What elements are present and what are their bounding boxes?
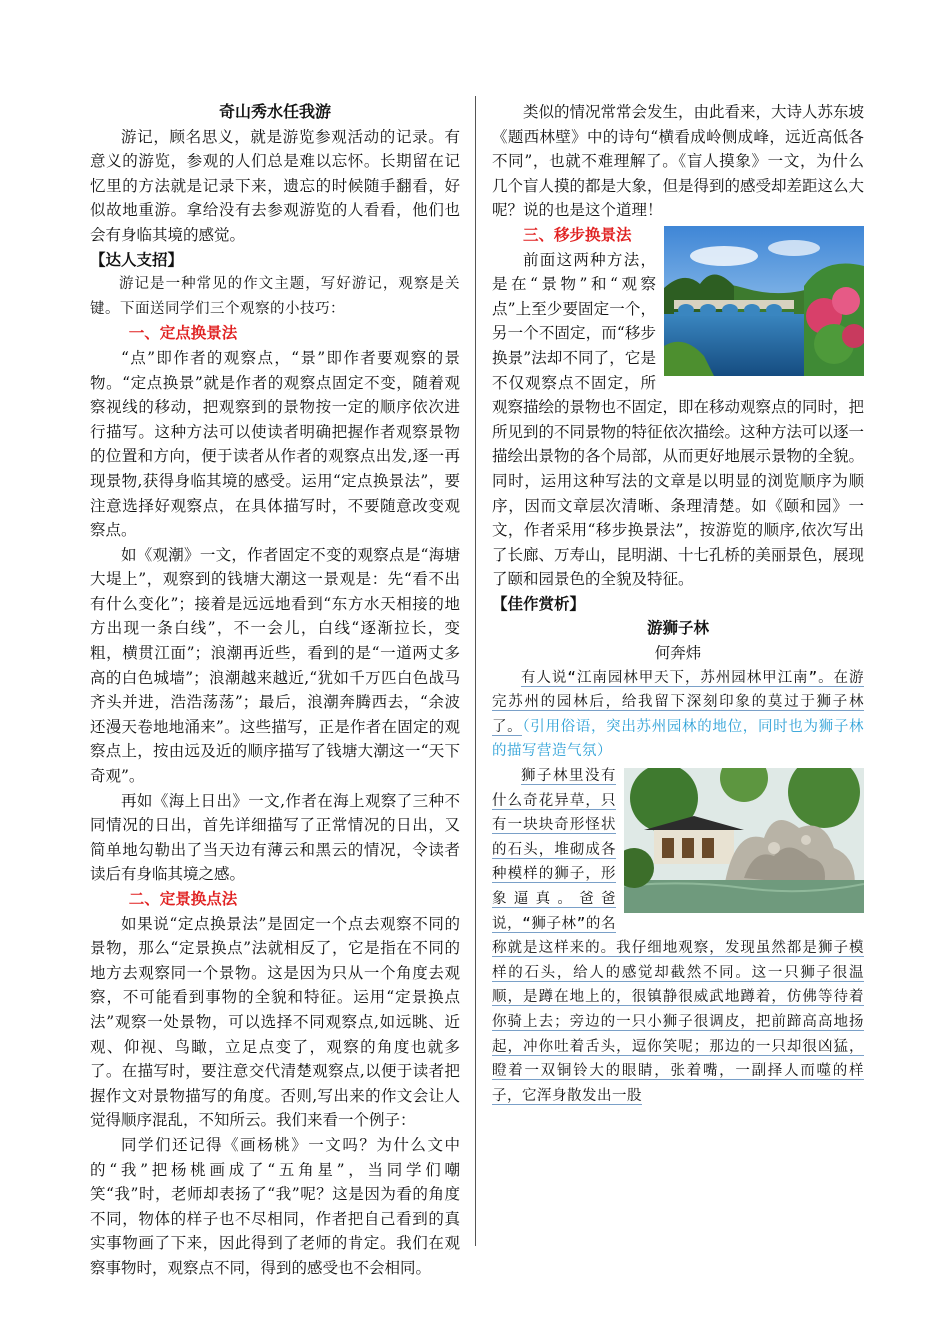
essay-author: 何奔炜 (654, 644, 702, 663)
method-2-title: 二、定景换点法 (128, 890, 238, 908)
essay-paragraph-1-wrap (492, 666, 864, 764)
section-header-essay: 【佳作赏析】 (492, 594, 586, 613)
method-1-title: 一、定点换景法 (128, 324, 238, 343)
garden-photo (624, 768, 864, 913)
method-1-paragraph-3: 再如《海上日出》一文,作者在海上观察了三种不同情况的日出，首先详细描写了正常情况的日出，又简单地勾勒出了当天边有薄云和黑云的情况，令读者读后有身临其境之感。 (90, 791, 460, 884)
method-2-paragraph-3: 类似的情况常常会发生，由此看来，大诗人苏东坡《题西林壁》中的诗句“横看成岭侧成峰，远近高低各不同”，也就不难理解了。《盲人摸象》一文，为什么几个盲人摸的都是大象，但是得到的感受却差距这么大呢？说的也是这个道理！ (492, 103, 865, 220)
essay-title: 游狮子林 (646, 619, 709, 638)
tips-lead: 游记是一种常见的作文主题，写好游记，观察是关键。下面送同学们三个观察的小技巧： (90, 276, 460, 317)
method-1-paragraph-1: “点”即作者的观察点，“景”即作者要观察的景物。“定点换景”就是作者的观察点固定不变，随着观察视线的移动，把观察到的景物按一定的顺序依次进行描写。这种方法可以使读者明确把握作者观察景物的位置和方向，便于读者从作者的观察点出发,逐一再现景物,获得身临其境的感受。运用“定点换景法”，要注意选择好观察点，在具体描写时，不要随意改变观察点。 (90, 348, 460, 540)
essay-paragraph-2-text: 狮子林里没有什么奇花异草，只有一块块奇形怪状的石头，堆砌成各种模样的狮子，形象逼真。爸爸说，“狮子林”的名称就是这样来的。我仔细地观察，发现虽然都是狮子模样的石头，给人的感觉却截然不同。这一只狮子很温顺，是蹲在地上的，很镇静很威武地蹲着，仿佛等待着你骑上去；旁边的一只小狮子很调皮，把前蹄高高地扬起，冲你吐着舌头，逗你笑呢；那边的一只却很凶猛，瞪着一双铜铃大的眼睛，张着嘴，一副择人而噬的样子，它浑身散发出一股 (492, 768, 864, 1104)
method-2-paragraph-2: 同学们还记得《画杨桃》一文吗？为什么文中的“我”把杨桃画成了“五角星”，当同学们嘲笑“我”时，老师却表扬了“我”呢？这是因为看的角度不同，物体的样子也不尽相同，作者把自己看到的真实事物画了下来，因此得到了老师的肯定。我们在观察事物时，观察点不同，得到的感受也不会相同。 (90, 1135, 460, 1277)
essay-paragraph-1: 有人说“江南园林甲天下，苏州园林甲江南”。在游完苏州的园林后，给我留下深刻印象的莫过于狮子林了。 (492, 669, 864, 735)
method-2-paragraph-1: 如果说“定点换景法”是固定一个点去观察不同的景物，那么“定景换点”法就相反了，它是指在不同的地方去观察同一个景物。这是因为只从一个角度去观察，不可能看到事物的全貌和特征。运用“定景换点法”观察一处景物，可以选择不同观察点,如远眺、近观、仰视、鸟瞰，立足点变了，观察的角度也就多了。在描写时，要注意交代清楚观察点,以便于读者把握作文对景物描写的角度。否则,写出来的作文会让人觉得顺序混乱，不知所云。我们来看一个例子： (90, 914, 460, 1130)
method-1-paragraph-2: 如《观潮》一文，作者固定不变的观察点是“海塘大堤上”，观察到的钱塘大潮这一景观是：先“看不出有什么变化”；接着是远远地看到“东方水天相接的地方出现一条白线”，不一会儿，白线“逐渐拉长，变粗，横贯江面”；浪潮再近些，看到的是“一道两丈多高的白色城墙”；浪潮越来越近,“犹如千万匹白色战马齐头并进，浩浩荡荡”；最后，浪潮奔腾西去，“余波还漫天卷地地涌来”。这些描写，正是作者在固定的观察点上，按由远及近的顺序描写了钱塘大潮这一“天下奇观”。 (90, 545, 460, 786)
article-title: 奇山秀水任我游 (218, 102, 331, 121)
method-3-title: 三、移步换景法 (523, 225, 632, 244)
essay-comment: （引用俗语，突出苏州园林的地位，同时也为狮子林的描写营造气氛） (492, 718, 865, 760)
intro-paragraph: 游记，顾名思义，就是游览参观活动的记录。有意义的游览，参观的人们总是难以忘怀。长期留在记忆里的方法就是记录下来，遗忘的时候随手翻看，好似故地重游。拿给没有去参观游览的人看看，他们也会有身临其境的感觉。 (90, 127, 460, 244)
method-3-paragraph: 前面这两种方法，是在“景物”和“观察点”上至少要固定一个，另一个不固定，而“移步换景”法却不同了，它是不仅观察点不固定，所观察描绘的景物也不固定，即在移动观察点的同时，把所见到的不同景物的特征依次描绘。这种方法可以逐一描绘出景物的各个局部，从而更好地展示景物的全貌。同时，运用这种写法的文章是以明显的浏览顺序为顺序，因而文章层次清晰、条理清楚。如《颐和园》一文，作者采用“移步换景法”，按游览的顺序,依次写出了长廊、万寿山，昆明湖、十七孔桥的美丽景色，展现了颐和园景色的全貌及特征。 (492, 250, 865, 589)
column-divider (475, 96, 476, 1246)
section-header-tips: 【达人支招】 (90, 250, 184, 269)
bridge-photo (664, 226, 864, 376)
left-column (90, 100, 460, 1281)
right-column (492, 100, 864, 1108)
